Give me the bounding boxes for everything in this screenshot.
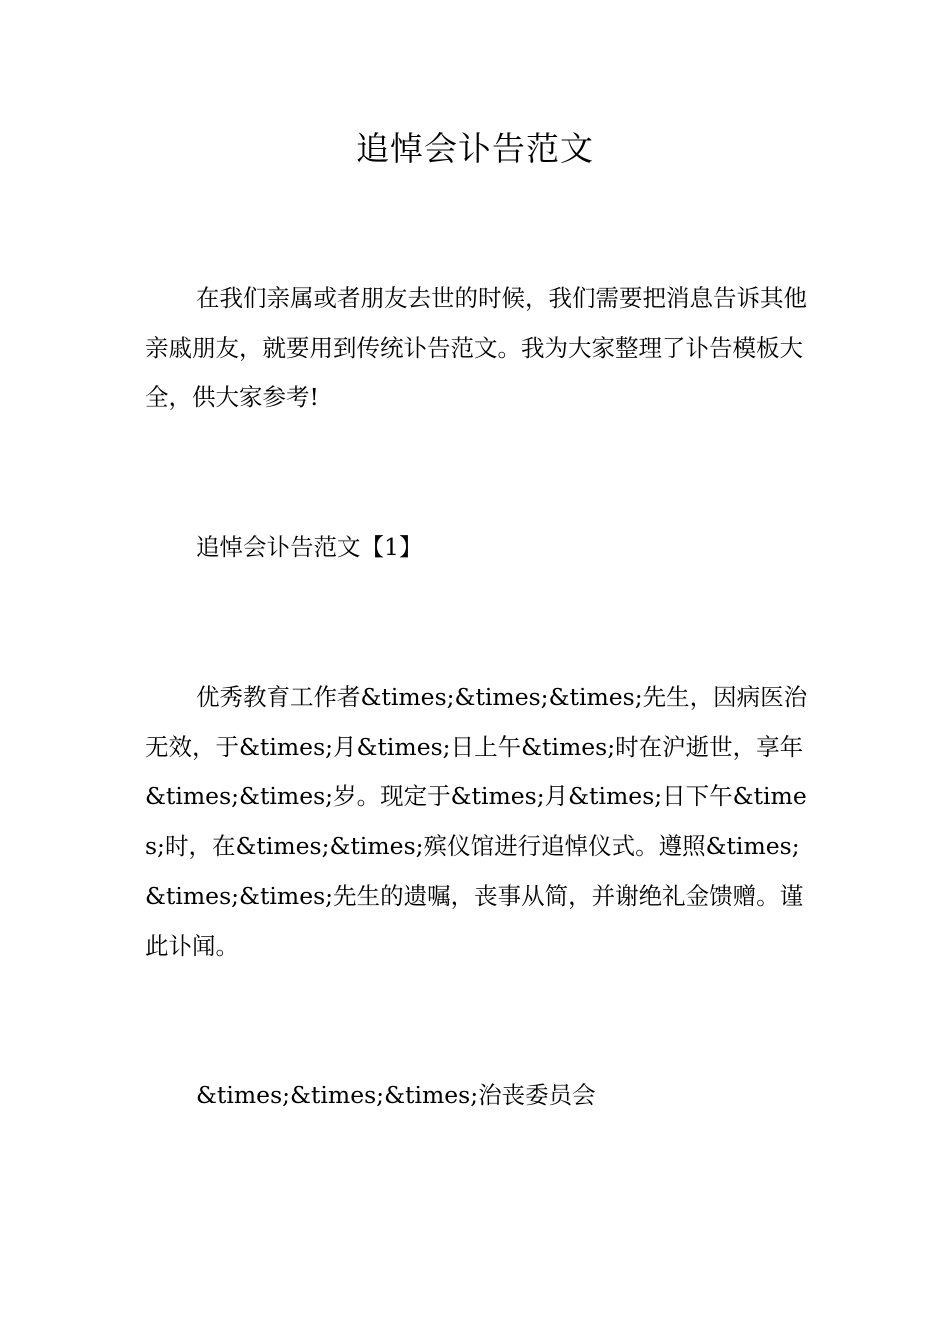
section-heading: 追悼会讣告范文【1】	[196, 533, 423, 561]
signature-line: &times;&times;&times;治丧委员会	[196, 1081, 596, 1109]
intro-paragraph: 在我们亲属或者朋友去世的时候，我们需要把消息告诉其他亲戚朋友，就要用到传统讣告范文。我为大家整理了讣告模板大全，供大家参考!	[145, 284, 807, 412]
document-title: 追悼会讣告范文	[356, 129, 594, 168]
obituary-body-paragraph: 优秀教育工作者&times;&times;&times;先生，因病医治无效，于&times;月&times;日上午&times;时在沪逝世，享年&times;&times;岁。现定于&times;月&times;日下午&times;时，在&times;&times;殡仪馆进行追悼仪式。遵照&times;&times;&times;先生的遗嘱，丧事从简，并谢绝礼金馈赠。谨此讣闻。	[145, 683, 808, 960]
